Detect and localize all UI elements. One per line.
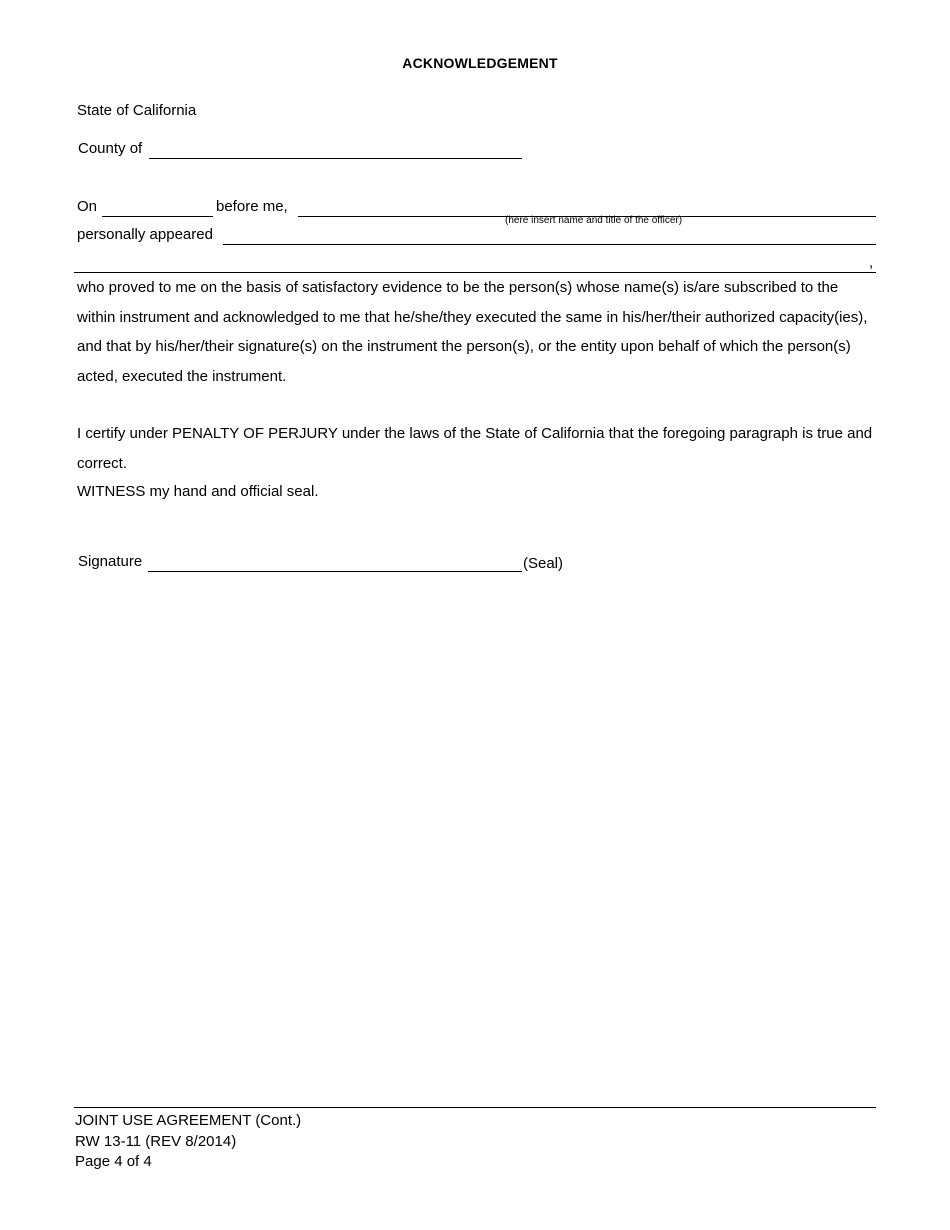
body-paragraph: who proved to me on the basis of satisfactory evidence to be the person(s) whose name(s) is/are subscribed to the within instrument and acknowledged to me that he/she/they executed the same in his/her/their authorized capacity(ies), and that by his/her/their signature(s) on the instrument the person(s), or the entity upon behalf of which the person(s) acted, executed the instrument. xyxy=(77,279,868,385)
footer-page-number: Page 4 of 4 xyxy=(75,1153,152,1170)
witness-line: WITNESS my hand and official seal. xyxy=(77,483,319,500)
officer-hint: (here insert name and title of the officer) xyxy=(505,215,683,226)
page-title: ACKNOWLEDGEMENT xyxy=(402,55,558,71)
county-field[interactable] xyxy=(149,158,522,159)
signature-field[interactable] xyxy=(148,571,522,572)
certify-paragraph: I certify under PENALTY OF PERJURY under the laws of the State of California that the foregoing paragraph is true and correct. xyxy=(77,425,873,472)
signature-label: Signature xyxy=(78,553,143,570)
before-me-label: before me, xyxy=(216,198,288,215)
appeared-label: personally appeared xyxy=(77,226,213,243)
footer-form-name: JOINT USE AGREEMENT (Cont.) xyxy=(75,1112,302,1129)
state-line: State of California xyxy=(77,102,197,119)
on-label: On xyxy=(77,198,98,215)
footer-form-number: RW 13-11 (REV 8/2014) xyxy=(75,1133,237,1150)
seal-label: (Seal) xyxy=(523,555,564,572)
date-field[interactable] xyxy=(102,216,213,217)
appeared-field[interactable] xyxy=(223,244,876,245)
comma-mark: , xyxy=(869,254,874,271)
county-label: County of xyxy=(78,140,143,157)
footer-divider xyxy=(74,1107,876,1108)
